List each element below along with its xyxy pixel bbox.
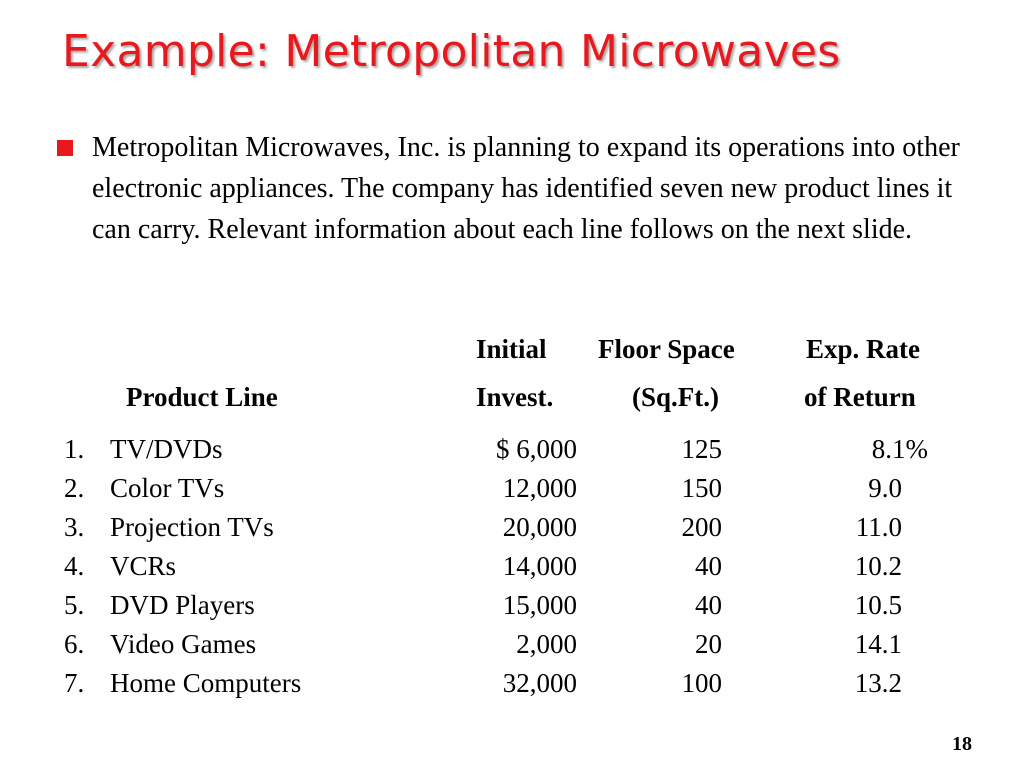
row-space: 100 xyxy=(681,668,722,698)
row-rate: 8.1% xyxy=(871,434,928,464)
row-product: TV/DVDs xyxy=(110,434,223,464)
row-rate: 10.5 xyxy=(854,590,902,620)
row-rate: 9.0 xyxy=(868,473,902,503)
row-product: VCRs xyxy=(110,551,177,581)
row-invest: 15,000 xyxy=(502,590,577,620)
row-rate: 13.2 xyxy=(854,668,902,698)
header-space-top: Floor Space xyxy=(598,334,735,364)
bullet-paragraph: Metropolitan Microwaves, Inc. is planning to expand its operations into other electronic appliances. The company has identified seven new product lines it can carry. Relevant information about each line follows on the next slide. xyxy=(92,132,960,245)
row-space: 200 xyxy=(681,512,722,542)
header-rate-top: Exp. Rate xyxy=(806,334,920,364)
bullet-square-icon xyxy=(57,140,73,156)
row-index: 4. xyxy=(64,551,85,581)
page-number: 18 xyxy=(952,733,972,755)
row-product: Home Computers xyxy=(110,668,302,698)
row-index: 6. xyxy=(64,629,85,659)
row-product: Color TVs xyxy=(110,473,225,503)
row-invest: 32,000 xyxy=(502,668,577,698)
row-rate: 11.0 xyxy=(855,512,902,542)
row-index: 7. xyxy=(64,668,85,698)
row-space: 125 xyxy=(681,434,722,464)
row-invest: 14,000 xyxy=(502,551,577,581)
header-rate-bottom: of Return xyxy=(804,382,916,412)
header-product-line: Product Line xyxy=(126,382,278,412)
row-index: 5. xyxy=(64,590,85,620)
row-index: 3. xyxy=(64,512,85,542)
row-rate: 14.1 xyxy=(854,629,902,659)
row-invest: 12,000 xyxy=(502,473,577,503)
row-product: Projection TVs xyxy=(110,512,274,542)
header-invest-top: Initial xyxy=(476,334,547,364)
row-product: DVD Players xyxy=(110,590,255,620)
row-space: 150 xyxy=(681,473,722,503)
row-index: 1. xyxy=(64,434,85,464)
row-index: 2. xyxy=(64,473,85,503)
row-product: Video Games xyxy=(110,629,257,659)
header-space-bottom: (Sq.Ft.) xyxy=(632,382,719,412)
row-rate: 10.2 xyxy=(854,551,902,581)
row-space: 40 xyxy=(695,551,722,581)
row-invest: $ 6,000 xyxy=(496,434,577,464)
row-space: 20 xyxy=(695,629,722,659)
header-invest-bottom: Invest. xyxy=(476,382,554,412)
row-invest: 20,000 xyxy=(502,512,577,542)
row-invest: 2,000 xyxy=(516,629,577,659)
slide-title: Example: Metropolitan Microwaves xyxy=(62,26,841,77)
row-space: 40 xyxy=(695,590,722,620)
